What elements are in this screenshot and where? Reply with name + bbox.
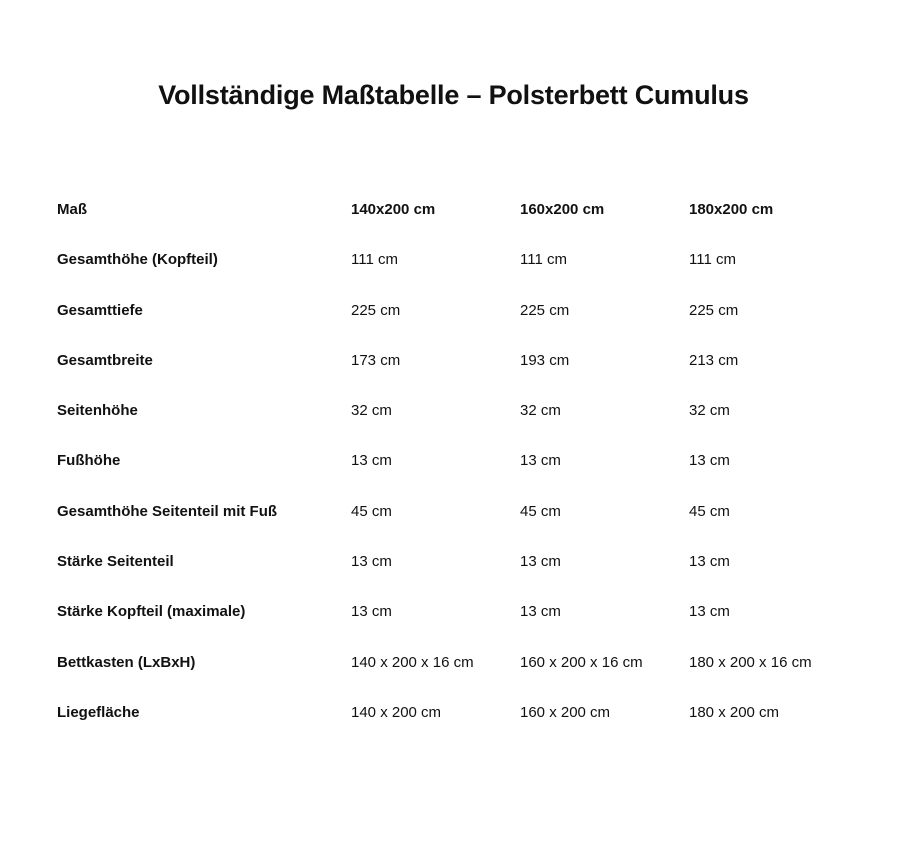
table-row <box>57 346 857 396</box>
table-row <box>57 648 857 698</box>
cell-value: 45 cm <box>351 502 392 520</box>
row-label: Seitenhöhe <box>57 402 138 420</box>
cell-value: 225 cm <box>689 301 739 319</box>
cell-value: 13 cm <box>689 553 730 571</box>
header-cell-measure: Maß <box>57 201 87 218</box>
cell-value: 180 x 200 x 16 cm <box>689 653 812 671</box>
table-row <box>57 698 857 748</box>
cell-value: 193 cm <box>520 351 570 369</box>
table-row <box>57 296 857 346</box>
cell-value: 13 cm <box>520 603 561 621</box>
cell-value: 13 cm <box>689 603 730 621</box>
cell-value: 111 cm <box>520 251 567 269</box>
row-label: Stärke Seitenteil <box>57 553 174 571</box>
row-label: Bettkasten (LxBxH) <box>57 653 196 671</box>
cell-value: 140 x 200 x 16 cm <box>351 653 474 671</box>
cell-value: 160 x 200 x 16 cm <box>520 653 643 671</box>
cell-value: 13 cm <box>351 553 392 571</box>
measurement-table <box>57 195 857 748</box>
cell-value: 32 cm <box>520 402 561 420</box>
cell-value: 13 cm <box>520 452 561 470</box>
cell-value: 45 cm <box>520 502 561 520</box>
row-label: Gesamtbreite <box>57 351 153 369</box>
row-label: Liegefläche <box>57 703 140 721</box>
row-label: Gesamthöhe Seitenteil mit Fuß <box>57 502 278 520</box>
cell-value: 225 cm <box>351 301 401 319</box>
row-label: Stärke Kopfteil (maximale) <box>57 603 246 621</box>
table-row <box>57 597 857 647</box>
header-cell-160x200: 160x200 cm <box>520 201 605 218</box>
row-label: Fußhöhe <box>57 452 121 470</box>
table-row <box>57 396 857 446</box>
cell-value: 13 cm <box>689 452 730 470</box>
page-title: Vollständige Maßtabelle – Polsterbett Cumulus <box>158 80 749 110</box>
table-row <box>57 497 857 547</box>
table-row <box>57 245 857 295</box>
cell-value: 140 x 200 cm <box>351 703 442 721</box>
cell-value: 13 cm <box>351 603 392 621</box>
header-cell-140x200: 140x200 cm <box>351 201 436 218</box>
row-label: Gesamttiefe <box>57 301 143 319</box>
row-label: Gesamthöhe (Kopfteil) <box>57 251 218 269</box>
cell-value: 225 cm <box>520 301 570 319</box>
cell-value: 13 cm <box>351 452 392 470</box>
cell-value: 111 cm <box>689 251 736 269</box>
header-cell-180x200: 180x200 cm <box>689 201 774 218</box>
cell-value: 160 x 200 cm <box>520 703 611 721</box>
cell-value: 111 cm <box>351 251 398 269</box>
table-row <box>57 446 857 496</box>
cell-value: 213 cm <box>689 351 739 369</box>
cell-value: 180 x 200 cm <box>689 703 780 721</box>
cell-value: 13 cm <box>520 553 561 571</box>
table-row <box>57 547 857 597</box>
cell-value: 32 cm <box>351 402 392 420</box>
cell-value: 32 cm <box>689 402 730 420</box>
cell-value: 45 cm <box>689 502 730 520</box>
table-header-row <box>57 195 857 245</box>
cell-value: 173 cm <box>351 351 401 369</box>
